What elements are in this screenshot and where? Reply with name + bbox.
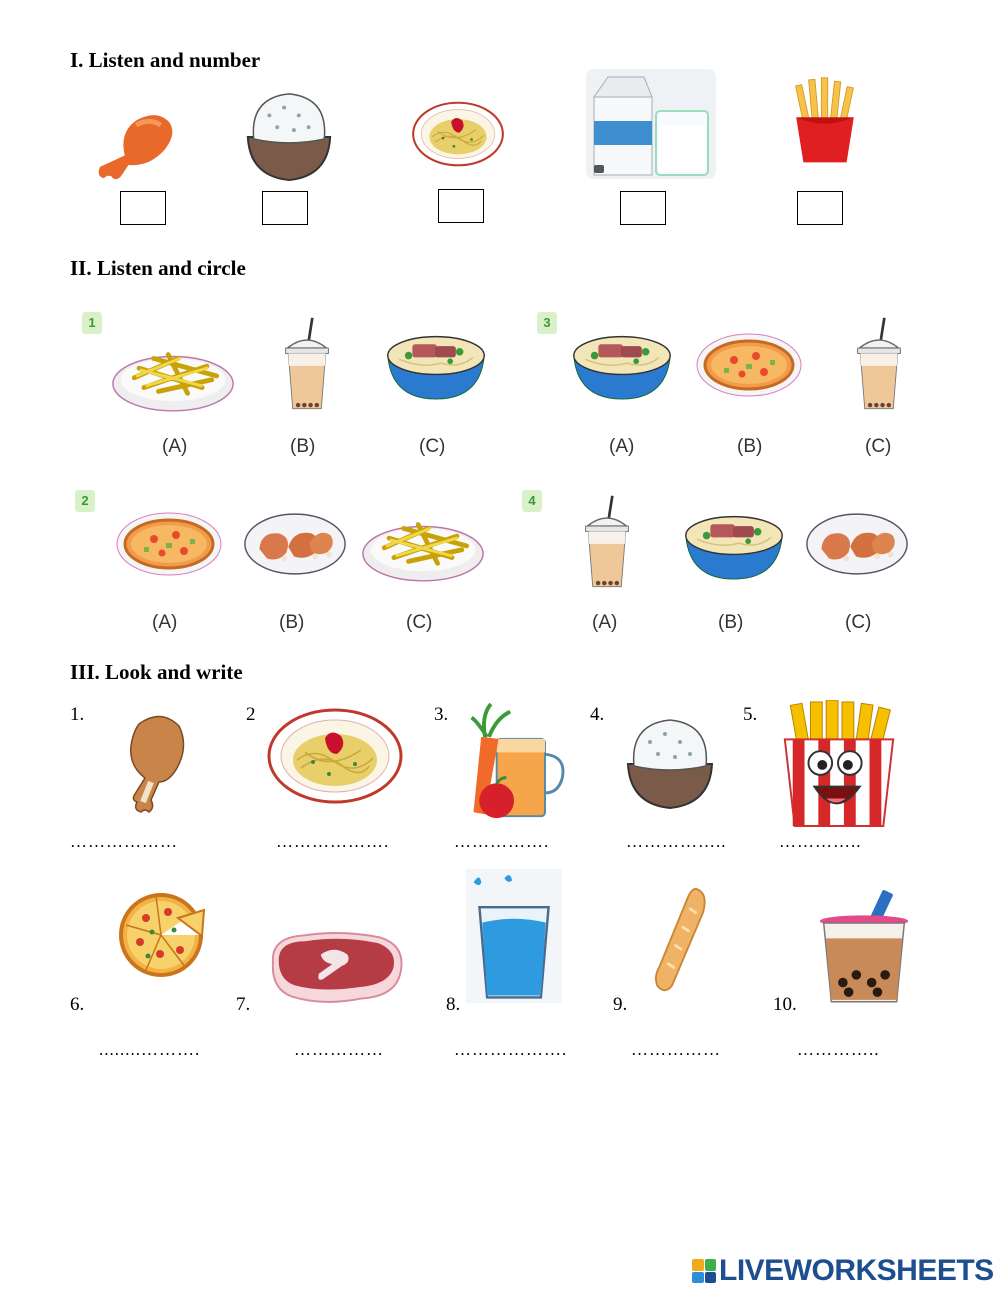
q1-option-c[interactable]: (C) xyxy=(419,436,446,457)
answer-box-2[interactable] xyxy=(262,191,308,225)
noodle-bowl-image xyxy=(682,506,786,584)
bread-image xyxy=(650,884,714,996)
answer-blank-4[interactable]: …………….. xyxy=(626,832,727,851)
bubble-tea-image xyxy=(852,316,906,414)
question-number-4: 4 xyxy=(522,490,542,512)
bubble-tea-image xyxy=(580,494,634,592)
item-number: 4. xyxy=(590,704,605,725)
fries-plate-image xyxy=(360,498,486,588)
answer-box-3[interactable] xyxy=(438,189,484,223)
spaghetti-plate-image xyxy=(264,706,406,806)
answer-blank-1[interactable]: ……………… xyxy=(70,832,178,851)
glass-of-water-image xyxy=(466,866,562,1006)
answer-blank-7[interactable]: …………… xyxy=(294,1040,384,1059)
answer-box-5[interactable] xyxy=(797,191,843,225)
answer-blank-3[interactable]: ……………. xyxy=(454,832,550,851)
item-number: 1. xyxy=(70,704,85,725)
spaghetti-plate-image xyxy=(410,100,506,168)
french-fries-cartoon-image xyxy=(774,700,904,828)
section-2-title: II. Listen and circle xyxy=(70,256,246,280)
bubble-tea-image xyxy=(816,890,912,1006)
logo-text: LIVEWORKSHEETS xyxy=(719,1254,994,1287)
question-number-2: 2 xyxy=(75,490,95,512)
french-fries-image xyxy=(780,74,870,168)
answer-blank-2[interactable]: ………………. xyxy=(276,832,390,851)
answer-blank-5[interactable]: ………….. xyxy=(779,832,862,851)
question-number-3: 3 xyxy=(537,312,557,334)
steak-image xyxy=(262,924,412,1010)
bubble-tea-image xyxy=(280,316,334,414)
section-3-title: III. Look and write xyxy=(70,660,243,684)
q3-option-a[interactable]: (A) xyxy=(609,436,635,457)
q3-option-b[interactable]: (B) xyxy=(737,436,763,457)
question-number-1: 1 xyxy=(82,312,102,334)
answer-blank-6[interactable]: ........………. xyxy=(99,1040,201,1059)
q1-option-b[interactable]: (B) xyxy=(290,436,316,457)
q1-option-a[interactable]: (A) xyxy=(162,436,188,457)
answer-blank-10[interactable]: ………….. xyxy=(797,1040,880,1059)
pizza-plate-image xyxy=(114,509,224,579)
q4-option-a[interactable]: (A) xyxy=(592,612,618,633)
item-number: 2 xyxy=(246,704,256,725)
fried-chicken-drumstick-image xyxy=(90,108,186,184)
fries-plate-image xyxy=(110,328,236,418)
item-number: 7. xyxy=(236,994,251,1015)
rice-bowl-image xyxy=(620,712,720,812)
item-number: 9. xyxy=(613,994,628,1015)
q2-option-b[interactable]: (B) xyxy=(279,612,305,633)
logo-icon xyxy=(692,1259,716,1283)
chicken-plate-image xyxy=(804,510,910,578)
q3-option-c[interactable]: (C) xyxy=(865,436,892,457)
milk-carton-image xyxy=(586,68,716,180)
section-1-title: I. Listen and number xyxy=(70,48,261,72)
q4-option-c[interactable]: (C) xyxy=(845,612,872,633)
item-number: 6. xyxy=(70,994,85,1015)
liveworksheets-logo[interactable] xyxy=(692,1254,994,1288)
item-number: 10. xyxy=(773,994,797,1015)
answer-box-1[interactable] xyxy=(120,191,166,225)
answer-blank-8[interactable]: ………………. xyxy=(454,1040,568,1059)
juice-glass-image xyxy=(458,700,574,826)
q2-option-c[interactable]: (C) xyxy=(406,612,433,633)
chicken-plate-image xyxy=(242,510,348,578)
chicken-drumstick-image xyxy=(118,712,194,822)
answer-blank-9[interactable]: …………… xyxy=(631,1040,721,1059)
q2-option-a[interactable]: (A) xyxy=(152,612,178,633)
noodle-bowl-image xyxy=(570,326,674,404)
pizza-image xyxy=(116,890,206,980)
noodle-bowl-image xyxy=(384,326,488,404)
pizza-plate-image xyxy=(694,330,804,400)
answer-box-4[interactable] xyxy=(620,191,666,225)
q4-option-b[interactable]: (B) xyxy=(718,612,744,633)
item-number: 3. xyxy=(434,704,449,725)
rice-bowl-image xyxy=(240,86,338,184)
item-number: 5. xyxy=(743,704,758,725)
item-number: 8. xyxy=(446,994,461,1015)
